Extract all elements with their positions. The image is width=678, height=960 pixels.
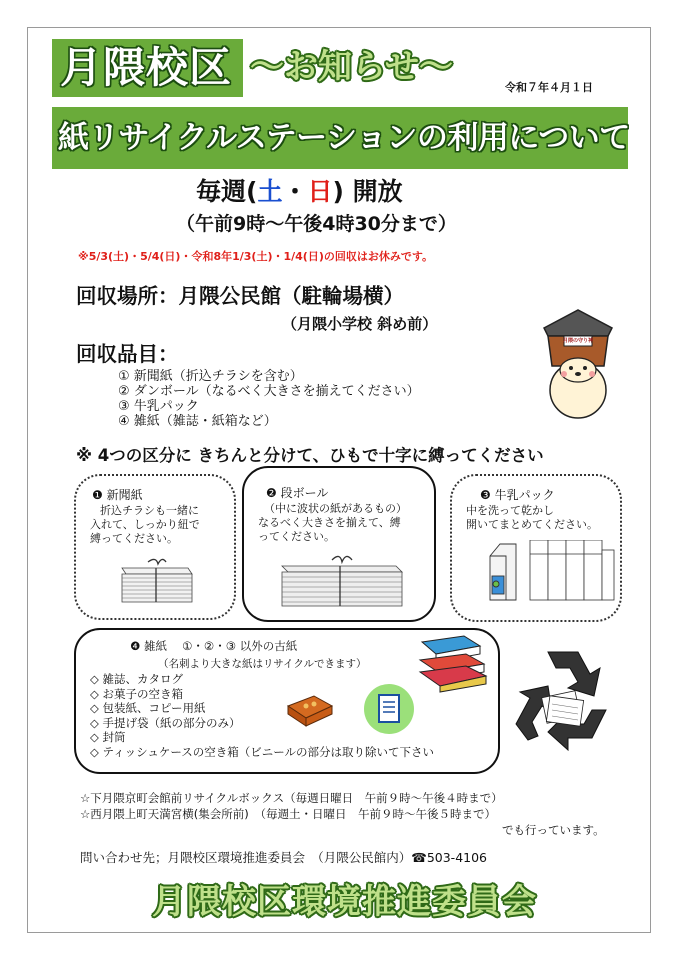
desc-line: 開いてまとめてください。 xyxy=(466,518,598,531)
cardboard-desc xyxy=(258,502,407,544)
desc-line: ってください。 xyxy=(258,530,335,543)
recycle-icon xyxy=(508,640,618,770)
list-item: ◇ お菓子の空き箱 xyxy=(90,686,183,701)
cardboard-card xyxy=(242,466,436,622)
opening-hours: （午前9時～午後4時30分まで） xyxy=(176,213,457,235)
other-box-line: ☆西月隈上町天満宮横(集会所前) （毎週土・日曜日 午前９時～午後５時まで） xyxy=(80,807,497,821)
other-box-line: でも行っています。 xyxy=(502,823,605,837)
misc-paper-card xyxy=(74,628,500,774)
holiday-note: ※5/3(土)・5/4(日)・令和8年1/3(土)・1/4(日)の回収はお休みです。 xyxy=(78,250,433,263)
items-heading: 回収品目： xyxy=(76,342,179,366)
list-item: ◇ ティッシュケースの空き箱（ビニールの部分は取り除いて下さい xyxy=(90,744,435,759)
list-item: ② ダンボール（なるべく大きさを揃えてください） xyxy=(118,384,420,399)
list-item: ◇ 包装紙、コピー用紙 xyxy=(90,701,206,715)
misc-paper-title: ❹ 雑紙 ①・②・③ 以外の古紙 xyxy=(130,639,298,653)
footer-organization: 月隈校区環境推進委員会 xyxy=(152,882,537,922)
issue-date: 令和７年４月１日 xyxy=(505,81,593,94)
contact-info: 問い合わせ先；月隈校区環境推進委員会 （月隈公民館内）☎503-4106 xyxy=(80,850,488,865)
list-item: ③ 牛乳パック xyxy=(118,399,199,414)
mascot-sign: 月隈の守り神 xyxy=(562,338,593,344)
items-list xyxy=(118,369,420,429)
milk-carton-illustration xyxy=(486,540,618,614)
list-item: ◇ 封筒 xyxy=(90,730,126,744)
cardboard-title: ❷ 段ボール xyxy=(266,486,329,500)
document-icon xyxy=(364,684,414,734)
other-box-line: ☆下月隈京町会館前リサイクルボックス（毎週日曜日 午前９時～午後４時まで） xyxy=(80,791,503,805)
other-collection-points xyxy=(80,790,605,838)
weekly-open xyxy=(196,176,403,208)
books-illustration xyxy=(416,634,490,694)
list-item: ◇ 手提げ袋（紙の部分のみ） xyxy=(90,715,241,730)
cardboard-bundle-illustration xyxy=(278,550,408,610)
desc-line: （中に波状の紙があるもの） xyxy=(264,502,407,515)
banner-title: 紙リサイクルステーションの利用について xyxy=(58,120,630,156)
tie-instruction: ※ 4つの区分に きちんと分けて、ひもで十字に縛ってください xyxy=(76,446,544,465)
desc-line: 中を洗って乾かし xyxy=(466,504,554,517)
weekly-suffix: ) 開放 xyxy=(332,177,403,206)
newspaper-bundle-illustration xyxy=(118,552,196,608)
list-item: ◇ 雑誌、カタログ xyxy=(90,672,183,686)
desc-line: 入れて、しっかり紐で xyxy=(90,518,200,531)
milk-carton-desc xyxy=(466,504,598,532)
location-sub: （月隈小学校 斜め前） xyxy=(282,315,438,333)
notice-heading: ～お知らせ～ xyxy=(250,47,453,87)
collection-location: 回収場所：月隈公民館（駐輪場横） xyxy=(76,284,404,308)
mascot-illustration xyxy=(538,306,616,424)
milk-carton-title: ❸ 牛乳パック xyxy=(480,488,555,502)
newspaper-card xyxy=(74,474,236,620)
desc-line: 縛ってください。 xyxy=(90,532,178,545)
candy-box-illustration xyxy=(284,690,336,730)
list-item: ① 新聞紙（折込チラシを含む） xyxy=(118,369,303,384)
dot-separator: ・ xyxy=(282,177,308,206)
milk-carton-card xyxy=(450,474,622,622)
desc-line: なるべく大きさを揃えて、縛 xyxy=(258,516,401,529)
sunday-label: 日 xyxy=(307,177,333,206)
newspaper-desc xyxy=(90,504,200,546)
saturday-label: 土 xyxy=(257,177,283,206)
newspaper-title: ❶ 新聞紙 xyxy=(92,488,143,502)
desc-line: 折込チラシも一緒に xyxy=(100,504,199,517)
list-item: ④ 雑紙（雑誌・紙箱など） xyxy=(118,414,277,429)
misc-paper-sub: （名刺より大きな紙はリサイクルできます） xyxy=(158,658,367,670)
district-title: 月隈校区 xyxy=(60,43,233,92)
weekly-prefix: 毎週( xyxy=(196,177,258,206)
